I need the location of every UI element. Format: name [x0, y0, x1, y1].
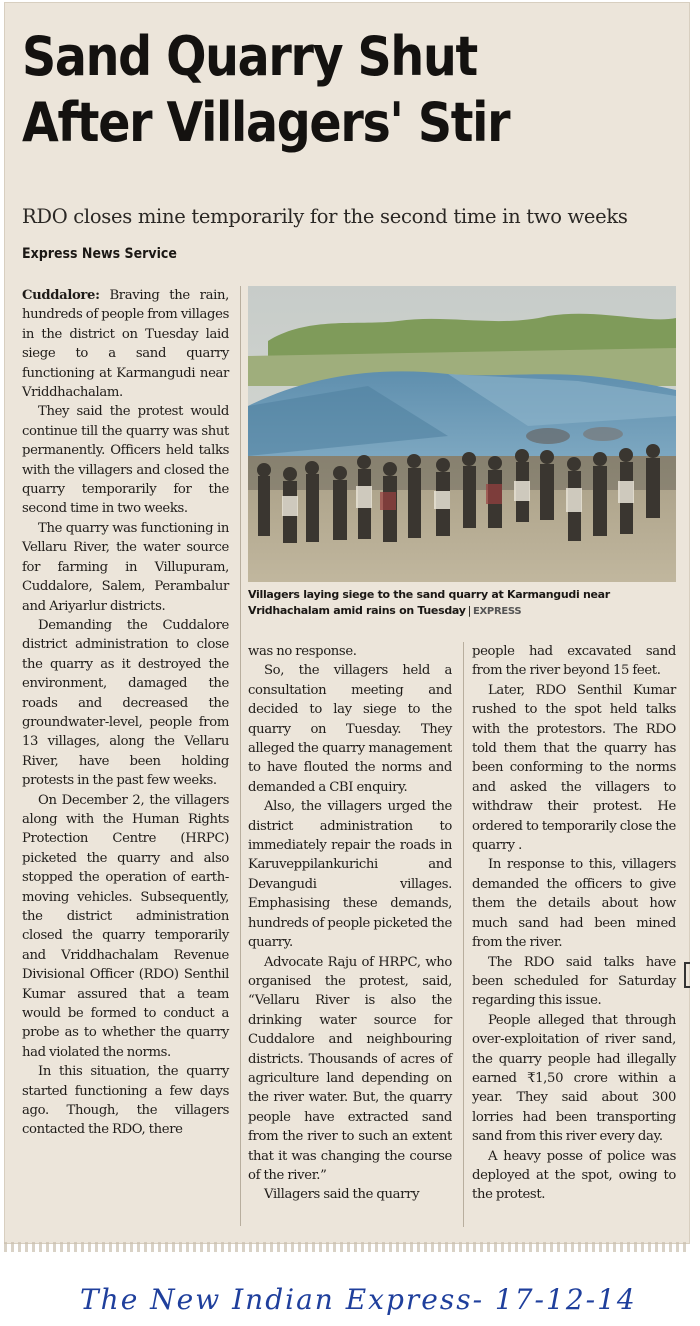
paragraph: So, the villagers held a consultation meeting and decided to lay siege to the quarry on Tuesday. They alleged the quarry management to have flouted the norms and demanded a CBI enquiry. [248, 663, 452, 795]
paragraph: People alleged that through over-exploitation of river sand, the quarry people had illegally earned ₹1,50 crore within a year. They said about 300 lorries had been transporting sand from this river every day. [472, 1012, 676, 1145]
paragraph-text: Braving the rain, hundreds of people from villages in the district on Tuesday laid siege to a sand quarry functioning at Karmangudi near Vriddhachalam. [22, 288, 229, 401]
handwritten-source-note: The New Indian Express- 17-12-14 [80, 1283, 637, 1316]
paragraph: Advocate Raju of HRPC, who organised the protest, said, “Vellaru River is also the drinking water source for Cuddalore and neighbouring districts. Thousands of acres of agriculture land depending on the river water. But, the quarry people have extracted sand from the river to such an extent that it was changing the course of the river.” [248, 954, 452, 1183]
paragraph: In response to this, villagers demanded the officers to give them the details about how much sand had been mined from the river. [472, 857, 676, 951]
pen-margin-mark [684, 962, 690, 988]
paragraph: Demanding the Cuddalore district administration to close the quarry as it destroyed the environment, damaged the roads and decreased the groundwater-level, people from 13 villages, along the Vellaru River, have been holding protests in the past few weeks. [22, 617, 229, 789]
paragraph: In this situation, the quarry started functioning a few days ago. Though, the villagers contacted the RDO, there [22, 1064, 229, 1138]
dateline: Cuddalore: [22, 288, 100, 303]
column-divider [463, 642, 464, 1227]
article-column-3 [472, 642, 676, 1205]
lead-paragraph [22, 286, 229, 402]
paragraph: people had excavated sand from the river beyond 15 feet. [472, 644, 676, 679]
paragraph: was no response. [248, 644, 357, 659]
byline: Express News Service [22, 246, 177, 262]
photo-protest-scene [248, 286, 676, 582]
article-column-1 [22, 286, 229, 1140]
headline-line-2: After Villagers' Stir [22, 91, 510, 154]
photo-credit: EXPRESS [472, 606, 522, 617]
subheadline: RDO closes mine temporarily for the second time in two weeks [22, 205, 628, 228]
paragraph: They said the protest would continue till the quarry was shut permanently. Officers held talks with the villagers and closed the quarry temporarily for the second time in two weeks. [22, 404, 229, 517]
news-photo [248, 286, 676, 582]
paragraph: On December 2, the villagers along with the Human Rights Protection Centre (HRPC) picketed the quarry and also stopped the operation of earth- moving vehicles. Subsequently, the district administration closed the quarry temporarily and Vriddhachalam Revenue Divisional Officer (RDO) Senthil Kumar assured that a team would be formed to conduct a probe as to whether the quarry had violated the norms. [22, 792, 229, 1060]
photo-caption [248, 587, 678, 620]
column-divider [240, 286, 241, 1226]
paragraph: Later, RDO Senthil Kumar rushed to the spot held talks with the protestors. The RDO told them that the quarry has been conforming to the norms and asked the villagers to withdraw their protest. He ordered to temporarily close the quarry . [472, 682, 676, 854]
paragraph: The quarry was functioning in Vellaru River, the water source for farming in Villupuram, Cuddalore, Salem, Perambalur and Ariyarlur districts. [22, 520, 229, 614]
paragraph: Villagers said the quarry [264, 1187, 420, 1203]
newspaper-clipping [4, 2, 690, 1244]
caption-separator: | [467, 604, 471, 617]
headline [22, 24, 603, 156]
paragraph: Also, the villagers urged the district administration to immediately repair the roads in Karuveppilankurichi and Devangudi villages. Emphasising these demands, hundreds of people picketed the quarry. [248, 799, 452, 951]
caption-text: Villagers laying siege to the sand quarry at Karmangudi near Vridhachalam amid rains on Tuesday [248, 588, 610, 617]
paragraph: A heavy posse of police was deployed at the spot, owing to the protest. [472, 1148, 676, 1203]
headline-line-1: Sand Quarry Shut [22, 25, 477, 88]
article-column-2 [248, 642, 452, 1205]
paragraph: The RDO said talks have been scheduled for Saturday regarding this issue. [472, 954, 676, 1009]
